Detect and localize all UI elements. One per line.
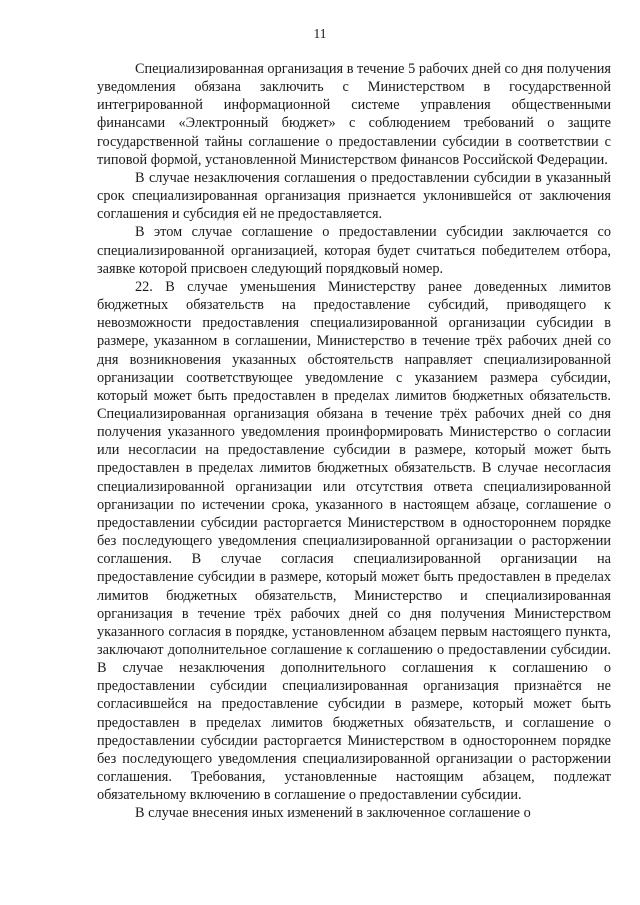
page-number: 11: [313, 26, 327, 41]
document-body: [97, 60, 611, 823]
paragraph-non-conclusion: В случае незаключения соглашения о предоставлении субсидии в указанный срок специализированная организация признается уклонившейся от заключения соглашения и субсидия ей не предоставляется.: [97, 169, 611, 223]
paragraph-agreement-conclusion: Специализированная организация в течение 5 рабочих дней со дня получения уведомления обязана заключить с Министерством в государственной интегрированной информационной системе управления общественными финансами «Электронный бюджет» с соблюдением требований о защите государственной тайны соглашение о предоставлении субсидии в соответствии с типовой формой, установленной Министерством финансов Российской Федерации.: [97, 61, 611, 168]
paragraph-next-winner: В этом случае соглашение о предоставлении субсидии заключается со специализированной организацией, которая будет считаться победителем отбора, заявке которой присвоен следующий порядковый номер.: [97, 224, 611, 277]
paragraph-other-changes: В случае внесения иных изменений в заключенное соглашение о: [135, 805, 531, 822]
paragraph-clause-22: 22. В случае уменьшения Министерству ранее доведенных лимитов бюджетных обязательств на предоставление субсидий, приводящего к невозможности предоставления специализированной организации субсидии в размере, указанном в соглашении, Министерство в течение трёх рабочих дней со дня возникновения указанных обстоятельств направляет специализированной организации соответствующее уведомление с указанием размера субсидии, который может быть предоставлен в пределах лимитов бюджетных обязательств. Специализированная организация обязана в течение трёх рабочих дней со дня получения указанного уведомления проинформировать Министерство о согласии или несогласии на предоставление субсидии в размере, который может быть предоставлен в пределах лимитов бюджетных обязательств. В случае несогласия специализированной организации или отсутствия ответа специализированной организации по истечении срока, указанного в настоящем абзаце, соглашение о предоставлении субсидии расторгается Министерством в одностороннем порядке без последующего уведомления специализированной организации о расторжении соглашения. В случае согласия специализированной организации на предоставление субсидии в размере, который может быть предоставлен в пределах лимитов бюджетных обязательств, Министерство и специализированная организация в течение трёх рабочих дней со дня получения Министерством указанного согласия в порядке, установленном абзацем первым настоящего пункта, заключают дополнительное соглашение к соглашению о предоставлении субсидии. В случае незаключения дополнительного соглашения к соглашению о предоставлении субсидии специализированная организация признаётся не согласившейся на предоставление субсидии в размере, который может быть предоставлен в пределах лимитов бюджетных обязательств, и соглашение о предоставлении субсидии расторгается Министерством в одностороннем порядке без последующего уведомления специализированной организации о расторжении соглашения. Требования, установленные настоящим абзацем, подлежат обязательному включению в соглашение о предоставлении субсидии.: [97, 278, 611, 804]
